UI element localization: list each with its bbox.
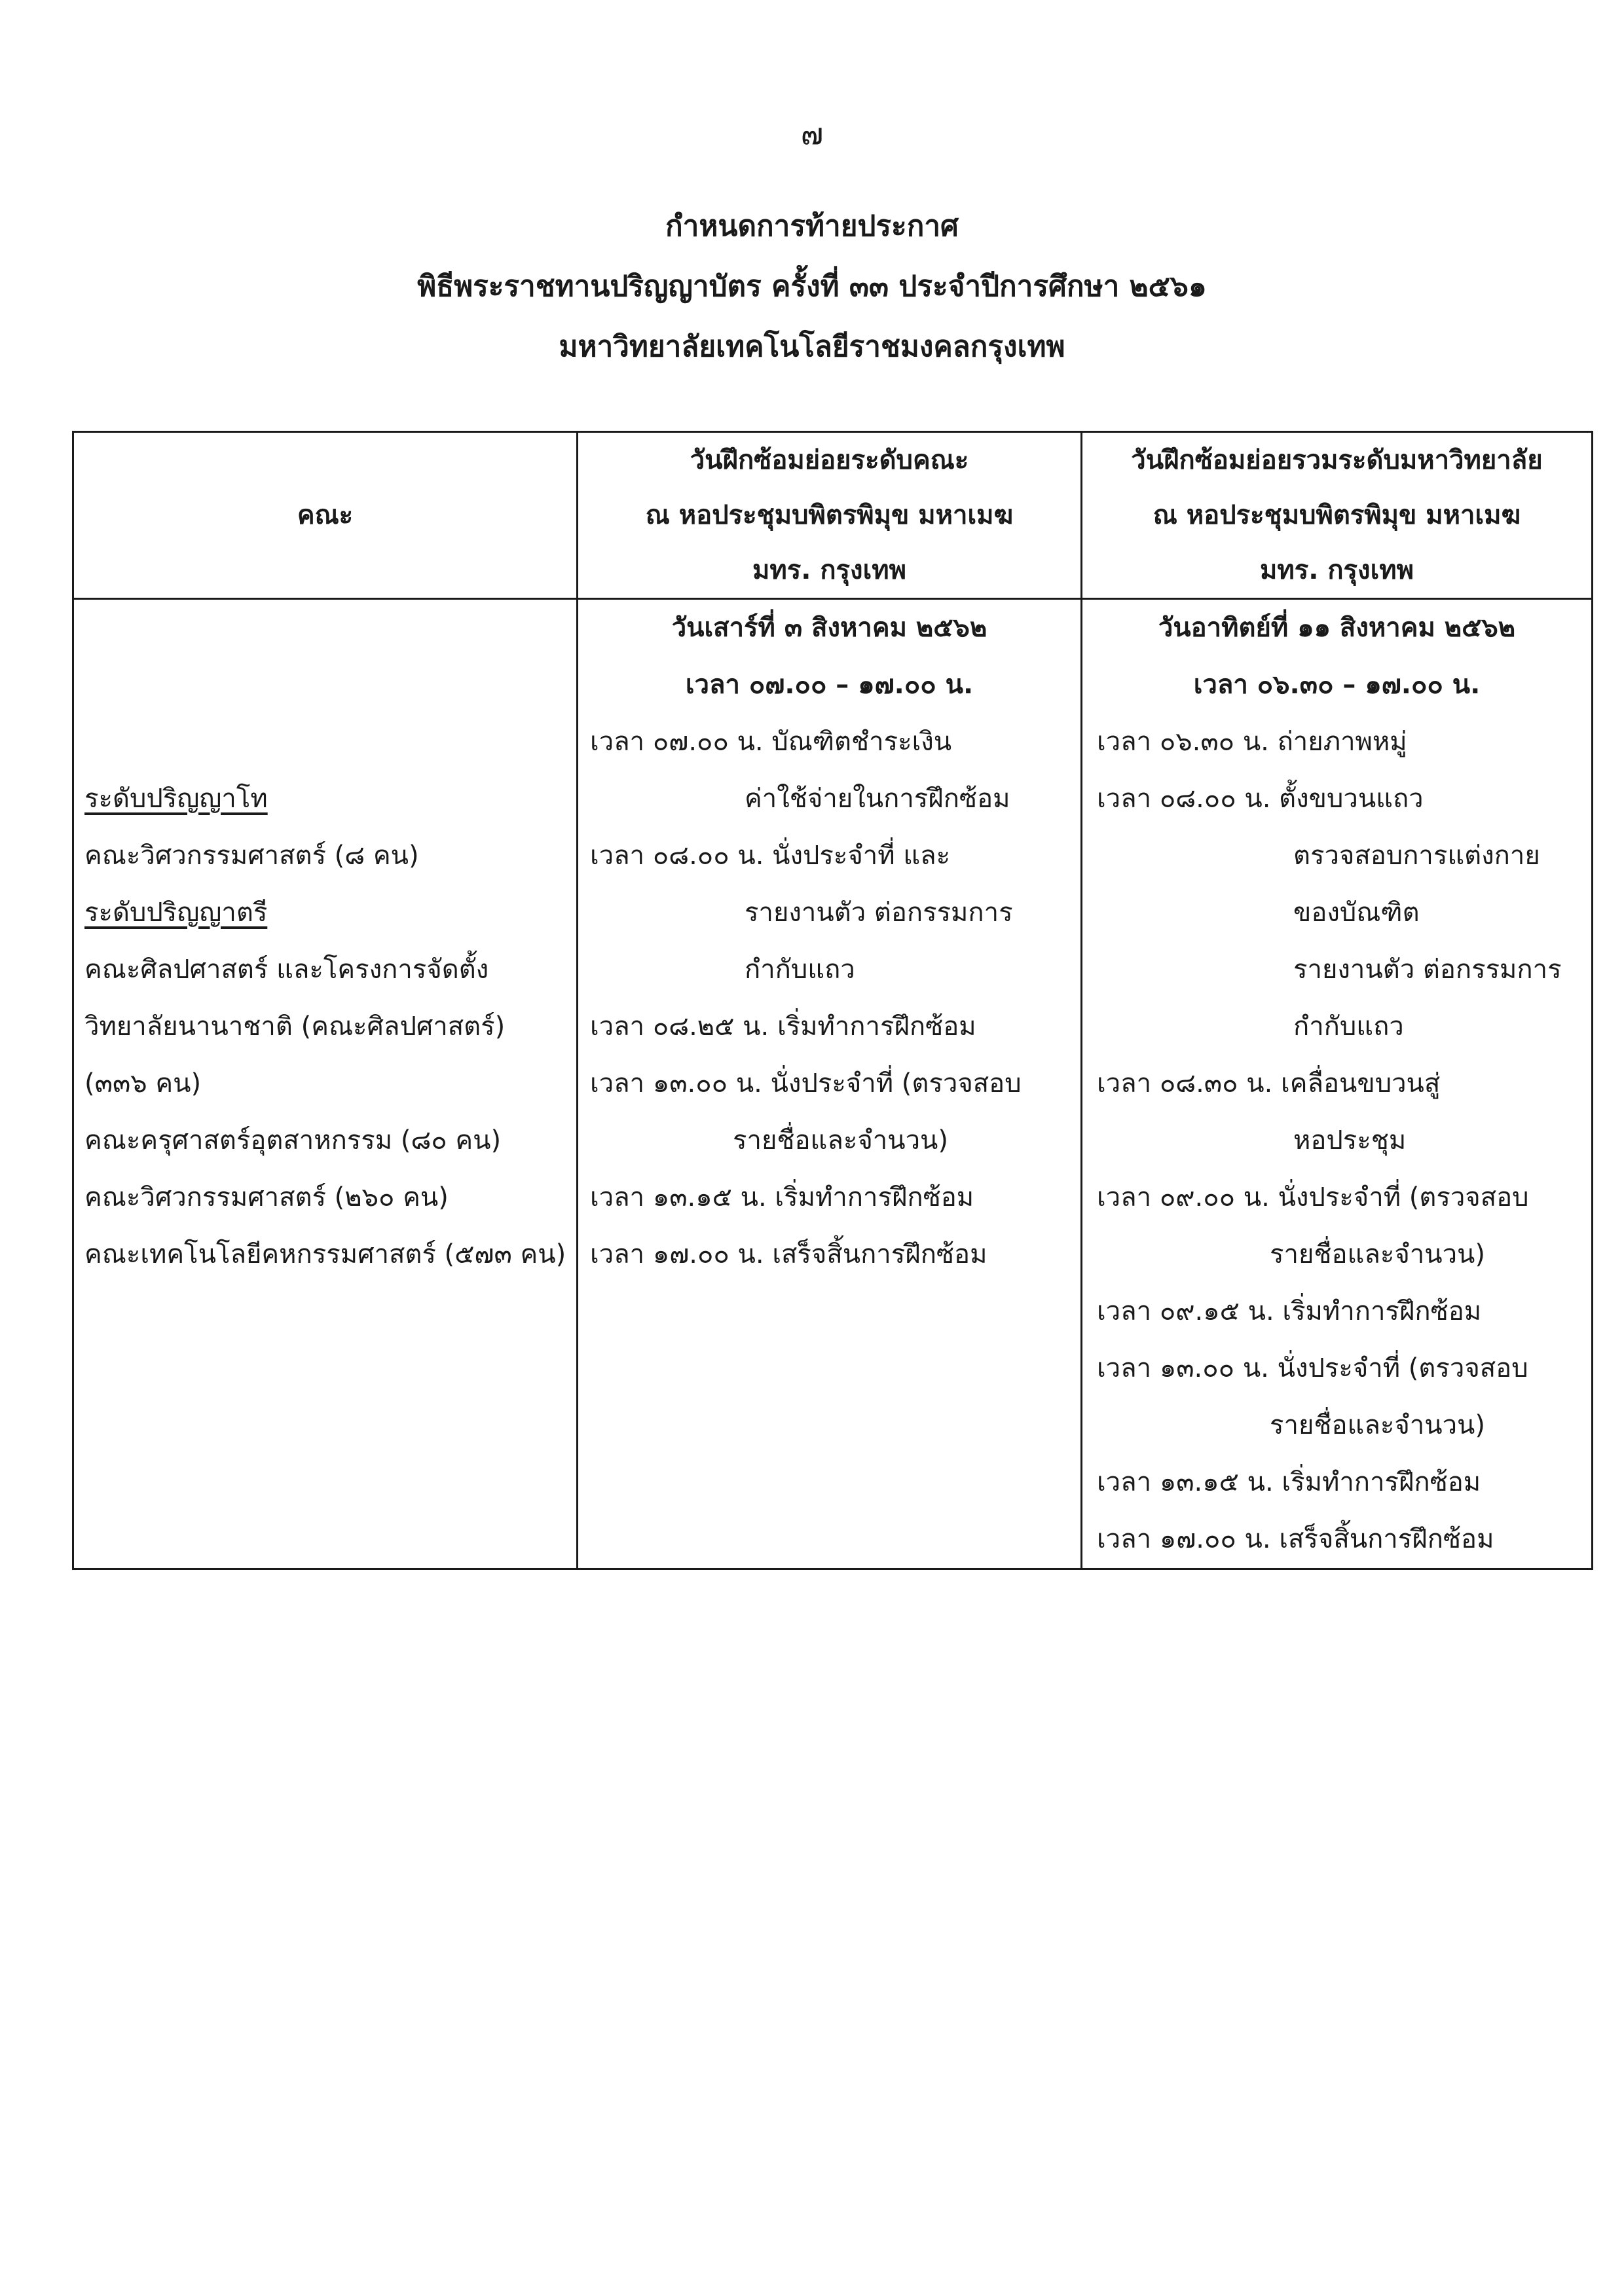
faculty-list-cell: [73, 599, 578, 1569]
schedule-item: เวลา ๐๙.๐๐ น. นั่งประจำที่ (ตรวจสอบ: [1097, 1182, 1529, 1212]
schedule-item: เวลา ๐๗.๐๐ น. บัณฑิตชำระเงิน: [590, 727, 952, 757]
faculty-cell-spacer: [84, 600, 576, 771]
university-rehearsal-cell: [1082, 599, 1593, 1569]
university-rehearsal-time: เวลา ๐๖.๓๐ – ๑๗.๐๐ น.: [1193, 670, 1481, 700]
schedule-item-continued: รายงานตัว ต่อกรรมการ: [745, 898, 1013, 928]
schedule-item: เวลา ๐๙.๑๕ น. เริ่มทำการฝึกซ้อม: [1097, 1296, 1482, 1326]
schedule-item-continued: ค่าใช้จ่ายในการฝึกซ้อม: [745, 784, 1010, 814]
faculty-rehearsal-date: วันเสาร์ที่ ๓ สิงหาคม ๒๕๖๒: [671, 613, 987, 643]
schedule-item: เวลา ๑๓.๑๕ น. เริ่มทำการฝึกซ้อม: [1097, 1467, 1481, 1497]
schedule-item: เวลา ๐๘.๒๕ น. เริ่มทำการฝึกซ้อม: [590, 1011, 976, 1042]
title-line-2: พิธีพระราชทานปริญญาบัตร ครั้งที่ ๓๓ ประจำปีการศึกษา ๒๕๖๑: [417, 270, 1207, 303]
faculty-item: คณะวิศวกรรมศาสตร์ (๒๖๐ คน): [84, 1182, 449, 1212]
faculty-rehearsal-cell: [578, 599, 1082, 1569]
schedule-item: เวลา ๑๓.๐๐ น. นั่งประจำที่ (ตรวจสอบ: [590, 1068, 1022, 1099]
faculty-item: คณะครุศาสตร์อุตสาหกรรม (๘๐ คน): [84, 1125, 502, 1156]
schedule-item-continued: หอประชุม: [1293, 1125, 1407, 1156]
header-university-rehearsal-line: วันฝึกซ้อมย่อยรวมระดับมหาวิทยาลัย: [1131, 445, 1543, 475]
header-faculty-rehearsal: [578, 432, 1082, 599]
schedule-item: เวลา ๑๓.๑๕ น. เริ่มทำการฝึกซ้อม: [590, 1182, 974, 1212]
header-university-rehearsal: [1082, 432, 1593, 599]
header-faculty-rehearsal-line: วันฝึกซ้อมย่อยระดับคณะ: [690, 445, 969, 475]
header-faculty-rehearsal-line: ณ หอประชุมบพิตรพิมุข มหาเมฆ: [645, 500, 1014, 530]
schedule-item: เวลา ๐๖.๓๐ น. ถ่ายภาพหมู่: [1097, 727, 1407, 757]
title-line-1: กำหนดการท้ายประกาศ: [665, 210, 959, 243]
schedule-item-continued: กำกับแถว: [1293, 1011, 1404, 1042]
rehearsal-schedule-table: [72, 431, 1593, 1570]
schedule-item-continued: รายชื่อและจำนวน): [733, 1125, 948, 1156]
bachelors-heading: ระดับปริญญาตรี: [84, 898, 268, 928]
schedule-item: เวลา ๑๓.๐๐ น. นั่งประจำที่ (ตรวจสอบ: [1097, 1353, 1528, 1383]
table-header-row: [73, 432, 1593, 599]
schedule-item: เวลา ๐๘.๐๐ น. ตั้งขบวนแถว: [1097, 784, 1424, 814]
schedule-item-continued: ตรวจสอบการแต่งกาย: [1293, 841, 1540, 871]
document-title: [0, 196, 1624, 377]
university-rehearsal-date: วันอาทิตย์ที่ ๑๑ สิงหาคม ๒๕๖๒: [1158, 613, 1516, 643]
page-number: ๗: [800, 116, 824, 151]
faculty-item: คณะเทคโนโลยีคหกรรมศาสตร์ (๕๗๓ คน): [84, 1239, 566, 1269]
header-faculty-rehearsal-line: มทร. กรุงเทพ: [752, 555, 906, 585]
schedule-item-continued: รายงานตัว ต่อกรรมการ: [1293, 955, 1562, 985]
schedule-item-continued: รายชื่อและจำนวน): [1270, 1410, 1485, 1440]
schedule-item: เวลา ๑๗.๐๐ น. เสร็จสิ้นการฝึกซ้อม: [1097, 1524, 1494, 1554]
faculty-item: คณะศิลปศาสตร์ และโครงการจัดตั้ง: [84, 955, 489, 985]
schedule-item-continued: ของบัณฑิต: [1293, 898, 1420, 928]
schedule-item: เวลา ๐๘.๓๐ น. เคลื่อนขบวนสู่: [1097, 1068, 1441, 1099]
header-university-rehearsal-line: มทร. กรุงเทพ: [1260, 555, 1414, 585]
schedule-item-continued: รายชื่อและจำนวน): [1270, 1239, 1485, 1269]
faculty-item: คณะวิศวกรรมศาสตร์ (๘ คน): [84, 841, 419, 871]
header-faculty: คณะ: [73, 432, 578, 599]
masters-heading: ระดับปริญญาโท: [84, 784, 268, 814]
title-line-3: มหาวิทยาลัยเทคโนโลยีราชมงคลกรุงเทพ: [559, 330, 1065, 363]
header-university-rehearsal-line: ณ หอประชุมบพิตรพิมุข มหาเมฆ: [1153, 500, 1521, 530]
table-body-row: [73, 599, 1593, 1569]
schedule-item: เวลา ๐๘.๐๐ น. นั่งประจำที่ และ: [590, 841, 951, 871]
schedule-item: เวลา ๑๗.๐๐ น. เสร็จสิ้นการฝึกซ้อม: [590, 1239, 987, 1269]
faculty-item: (๓๓๖ คน): [84, 1068, 202, 1099]
faculty-rehearsal-time: เวลา ๐๗.๐๐ – ๑๗.๐๐ น.: [685, 670, 974, 700]
faculty-item: วิทยาลัยนานาชาติ (คณะศิลปศาสตร์): [84, 1011, 506, 1042]
schedule-item-continued: กำกับแถว: [745, 955, 855, 985]
